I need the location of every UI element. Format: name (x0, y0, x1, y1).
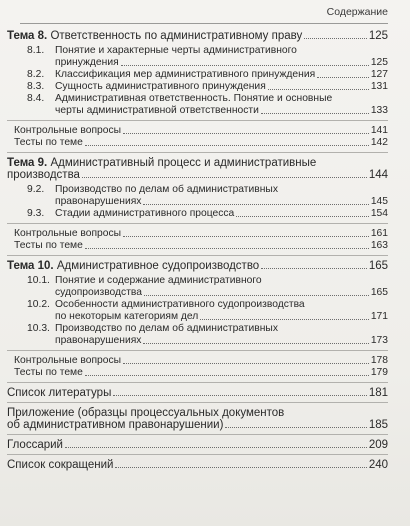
section-title: Стадии административного процесса (55, 208, 235, 219)
page-number: 127 (370, 69, 388, 80)
page-number: 161 (370, 228, 388, 239)
toc-section-8-1 (7, 45, 388, 69)
page-number: 145 (370, 196, 388, 207)
toc-section-10-2 (7, 299, 388, 323)
toc-control-questions-9: Контрольные вопросы 161 (14, 228, 388, 239)
section-title: Производство по делам об административных (55, 184, 278, 195)
dot-leader (143, 204, 368, 205)
toc-topic-10 (7, 260, 388, 272)
topic-label: Тема 9. (7, 157, 48, 169)
page-number: 125 (368, 30, 388, 42)
dot-leader (123, 363, 369, 364)
page-number: 185 (368, 419, 388, 431)
page-number: 125 (370, 57, 388, 68)
topic-title: Административный процесс и административные (50, 157, 317, 169)
section-title: Сущность административного принуждения (55, 81, 266, 92)
topic-title-cont: производства (7, 169, 80, 181)
toc-section-8-2 (7, 69, 388, 81)
toc-appendix: Приложение (образцы процессуальных документов об административном правонарушении) 185 (7, 407, 388, 431)
page-number: 165 (370, 287, 388, 298)
section-title: Понятие и содержание административного (55, 275, 262, 286)
section-title: Административная ответственность. Понятие и основные (55, 93, 333, 104)
dot-leader (82, 177, 367, 178)
divider (7, 255, 388, 256)
dot-leader (200, 319, 369, 320)
dot-leader (225, 427, 366, 428)
page-number: 154 (370, 208, 388, 219)
page-number: 173 (370, 335, 388, 346)
dot-leader (113, 395, 366, 396)
toc-section-9-3 (7, 208, 388, 220)
section-title-cont: судопроизводства (55, 287, 143, 298)
dot-leader (261, 113, 369, 114)
page-number: 142 (370, 137, 388, 148)
section-number: 10.1. (27, 275, 50, 286)
section-title: Классификация мер административного принуждения (55, 69, 316, 80)
dot-leader (304, 38, 367, 39)
toc-literature: Список литературы 181 (7, 387, 388, 399)
section-title-cont: черты административной ответственности (55, 105, 259, 116)
toc-tests-10: Тесты по теме 179 (14, 367, 388, 378)
dot-leader (317, 77, 369, 78)
page-number: 131 (370, 81, 388, 92)
topic-title: Ответственность по административному праву (50, 30, 303, 42)
header-rule (20, 23, 388, 24)
page-number: 181 (368, 387, 388, 399)
section-title-cont: принуждения (55, 57, 119, 68)
toc-topic-8 (7, 30, 388, 42)
page-number: 171 (370, 311, 388, 322)
divider (7, 434, 388, 435)
dot-leader (121, 65, 369, 66)
toc-section-9-2 (7, 184, 388, 208)
toc-topic-9 (7, 157, 388, 181)
dot-leader (65, 447, 367, 448)
section-number: 8.3. (27, 81, 45, 92)
section-number: 10.2. (27, 299, 50, 310)
toc-section-10-1 (7, 275, 388, 299)
dot-leader (261, 268, 367, 269)
section-number: 9.3. (27, 208, 45, 219)
table-of-contents (7, 30, 388, 471)
page-number: 141 (370, 125, 388, 136)
section-title-cont: правонарушениях (55, 335, 142, 346)
section-number: 10.3. (27, 323, 50, 334)
toc-control-questions-10: Контрольные вопросы 178 (14, 355, 388, 366)
section-number: 8.1. (27, 45, 45, 56)
section-title: Понятие и характерные черты административного (55, 45, 297, 56)
page-number: 209 (368, 439, 388, 451)
divider (7, 402, 388, 403)
section-title: Производство по делам об административных (55, 323, 278, 334)
page-number: 133 (370, 105, 388, 116)
divider (7, 152, 388, 153)
toc-control-questions-8: Контрольные вопросы 141 (14, 125, 388, 136)
dot-leader (236, 216, 369, 217)
dot-leader (85, 248, 369, 249)
section-number: 8.4. (27, 93, 45, 104)
dot-leader (123, 236, 369, 237)
dot-leader (85, 375, 369, 376)
topic-label: Тема 8. (7, 30, 48, 42)
page-number: 163 (370, 240, 388, 251)
topic-label: Тема 10. (7, 260, 54, 272)
divider (7, 223, 388, 224)
divider (7, 382, 388, 383)
dot-leader (144, 295, 369, 296)
dot-leader (123, 133, 369, 134)
dot-leader (143, 343, 368, 344)
page-number: 144 (368, 169, 388, 181)
dot-leader (115, 467, 366, 468)
topic-title: Административное судопроизводство (56, 260, 260, 272)
page-number: 240 (368, 459, 388, 471)
section-number: 9.2. (27, 184, 45, 195)
divider (7, 454, 388, 455)
section-title-cont: по некоторым категориям дел (55, 311, 199, 322)
section-title: Особенности административного судопроизводства (55, 299, 305, 310)
toc-tests-9: Тесты по теме 163 (14, 240, 388, 251)
toc-section-8-4 (7, 93, 388, 117)
toc-glossary: Глоссарий 209 (7, 439, 388, 451)
page-number: 178 (370, 355, 388, 366)
toc-abbreviations: Список сокращений 240 (7, 459, 388, 471)
toc-tests-8: Тесты по теме 142 (14, 137, 388, 148)
section-title-cont: правонарушениях (55, 196, 142, 207)
page-number: 165 (368, 260, 388, 272)
dot-leader (85, 145, 369, 146)
section-number: 8.2. (27, 69, 45, 80)
dot-leader (268, 89, 369, 90)
page-number: 179 (370, 367, 388, 378)
divider (7, 350, 388, 351)
divider (7, 120, 388, 121)
toc-section-10-3 (7, 323, 388, 347)
running-header: Содержание (326, 6, 388, 18)
toc-section-8-3 (7, 81, 388, 93)
